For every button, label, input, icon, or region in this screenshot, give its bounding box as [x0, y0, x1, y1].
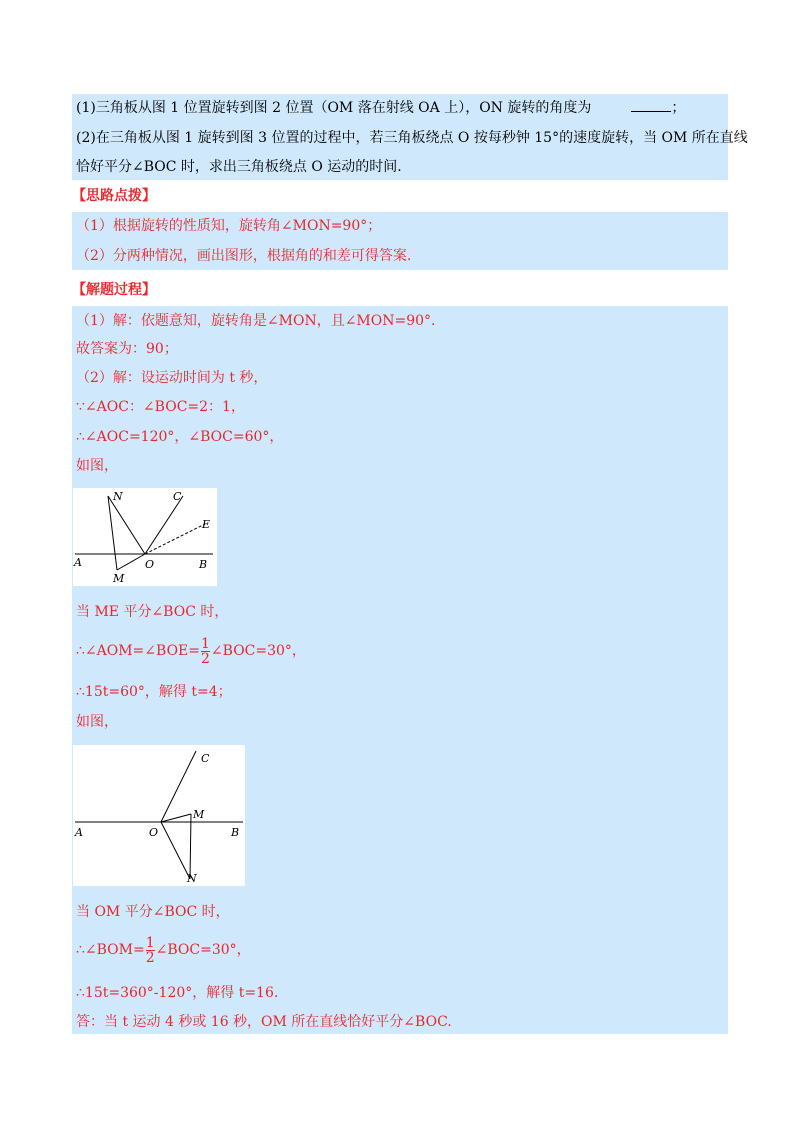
label-b: B [199, 558, 208, 571]
solution-line-4: ∵∠AOC：∠BOC=2：1， [76, 399, 245, 415]
label-n: N [187, 872, 197, 885]
hint-line-2: （2）分两种情况，画出图形，根据角的和差可得答案. [76, 248, 412, 264]
hint-heading: 【思路点拨】 [72, 188, 156, 204]
solution-line-2: 故答案为：90； [76, 341, 178, 357]
fraction-half-1 [201, 637, 210, 666]
problem-part1 [76, 98, 685, 118]
answer-blank [631, 99, 671, 112]
segment-om [117, 554, 145, 570]
problem-part2-line1: (2)在三角板从图 1 旋转到图 3 位置的过程中，若三角板绕点 O 按每秒钟 15°的速度旋转，当 OM 所在直线 [76, 130, 748, 146]
problem-part2-line2: 恰好平分∠BOC 时，求出三角板绕点 O 运动的时间. [76, 159, 402, 175]
figure-2-diagram [73, 745, 245, 886]
fraction-denominator: 2 [201, 650, 210, 667]
case1-line-c: ∴15t=60°，解得 t=4； [76, 684, 232, 700]
hint-line-1: （1）根据旋转的性质知，旋转角∠MON=90°； [76, 218, 382, 234]
case2-line-a: 当 OM 平分∠BOC 时， [76, 904, 230, 920]
segment-on [161, 822, 190, 879]
label-e: E [202, 518, 211, 531]
segment-mn [190, 814, 191, 879]
case2-line-c: ∴15t=360°-120°，解得 t=16. [76, 985, 279, 1001]
label-o: O [145, 558, 155, 571]
label-c: C [173, 490, 182, 503]
solution-line-3: （2）解：设运动时间为 t 秒， [76, 370, 268, 386]
answer-line: 答：当 t 运动 4 秒或 16 秒，OM 所在直线恰好平分∠BOC. [76, 1014, 452, 1030]
solution-line-1: （1）解：依题意知，旋转角是∠MON，且∠MON=90°. [76, 313, 436, 329]
case1-line-b [76, 632, 306, 670]
label-b: B [231, 826, 240, 839]
ray-oc [161, 751, 196, 822]
label-n: N [113, 490, 123, 503]
figure-1 [73, 488, 217, 586]
solution-heading: 【解题过程】 [72, 282, 156, 298]
case1-b-pre: ∴∠AOM=∠BOE= [76, 643, 200, 659]
case1-line-a: 当 ME 平分∠BOC 时， [76, 604, 229, 620]
label-m: M [113, 572, 125, 585]
problem-part1-text: (1)三角板从图 1 位置旋转到图 2 位置（OM 落在射线 OA 上），ON 旋转的角度为 [76, 100, 592, 116]
solution-line-6: 如图， [76, 458, 118, 474]
figure-1-diagram [73, 488, 217, 586]
fraction-numerator: 1 [201, 635, 210, 652]
fraction-denominator: 2 [145, 949, 155, 966]
case2-b-post: ∠BOC=30°， [155, 942, 251, 958]
label-a: A [75, 826, 83, 839]
ray-oe-dashed [145, 524, 205, 554]
case1-b-post: ∠BOC=30°， [210, 643, 306, 659]
label-o: O [149, 826, 159, 839]
problem-part1-end: ； [671, 100, 686, 116]
case2-line-b [76, 931, 251, 969]
label-c: C [201, 752, 210, 765]
segment-om [161, 814, 191, 822]
case2-b-pre: ∴∠BOM= [76, 942, 145, 958]
figure-2 [73, 745, 245, 886]
fraction-numerator: 1 [145, 934, 155, 951]
ray-oc [145, 496, 183, 554]
fraction-half-2 [146, 936, 155, 965]
solution-line-5: ∴∠AOC=120°，∠BOC=60°， [76, 429, 284, 445]
solution-line-7: 如图， [76, 714, 118, 730]
label-m: M [193, 808, 205, 821]
label-a: A [74, 556, 82, 569]
